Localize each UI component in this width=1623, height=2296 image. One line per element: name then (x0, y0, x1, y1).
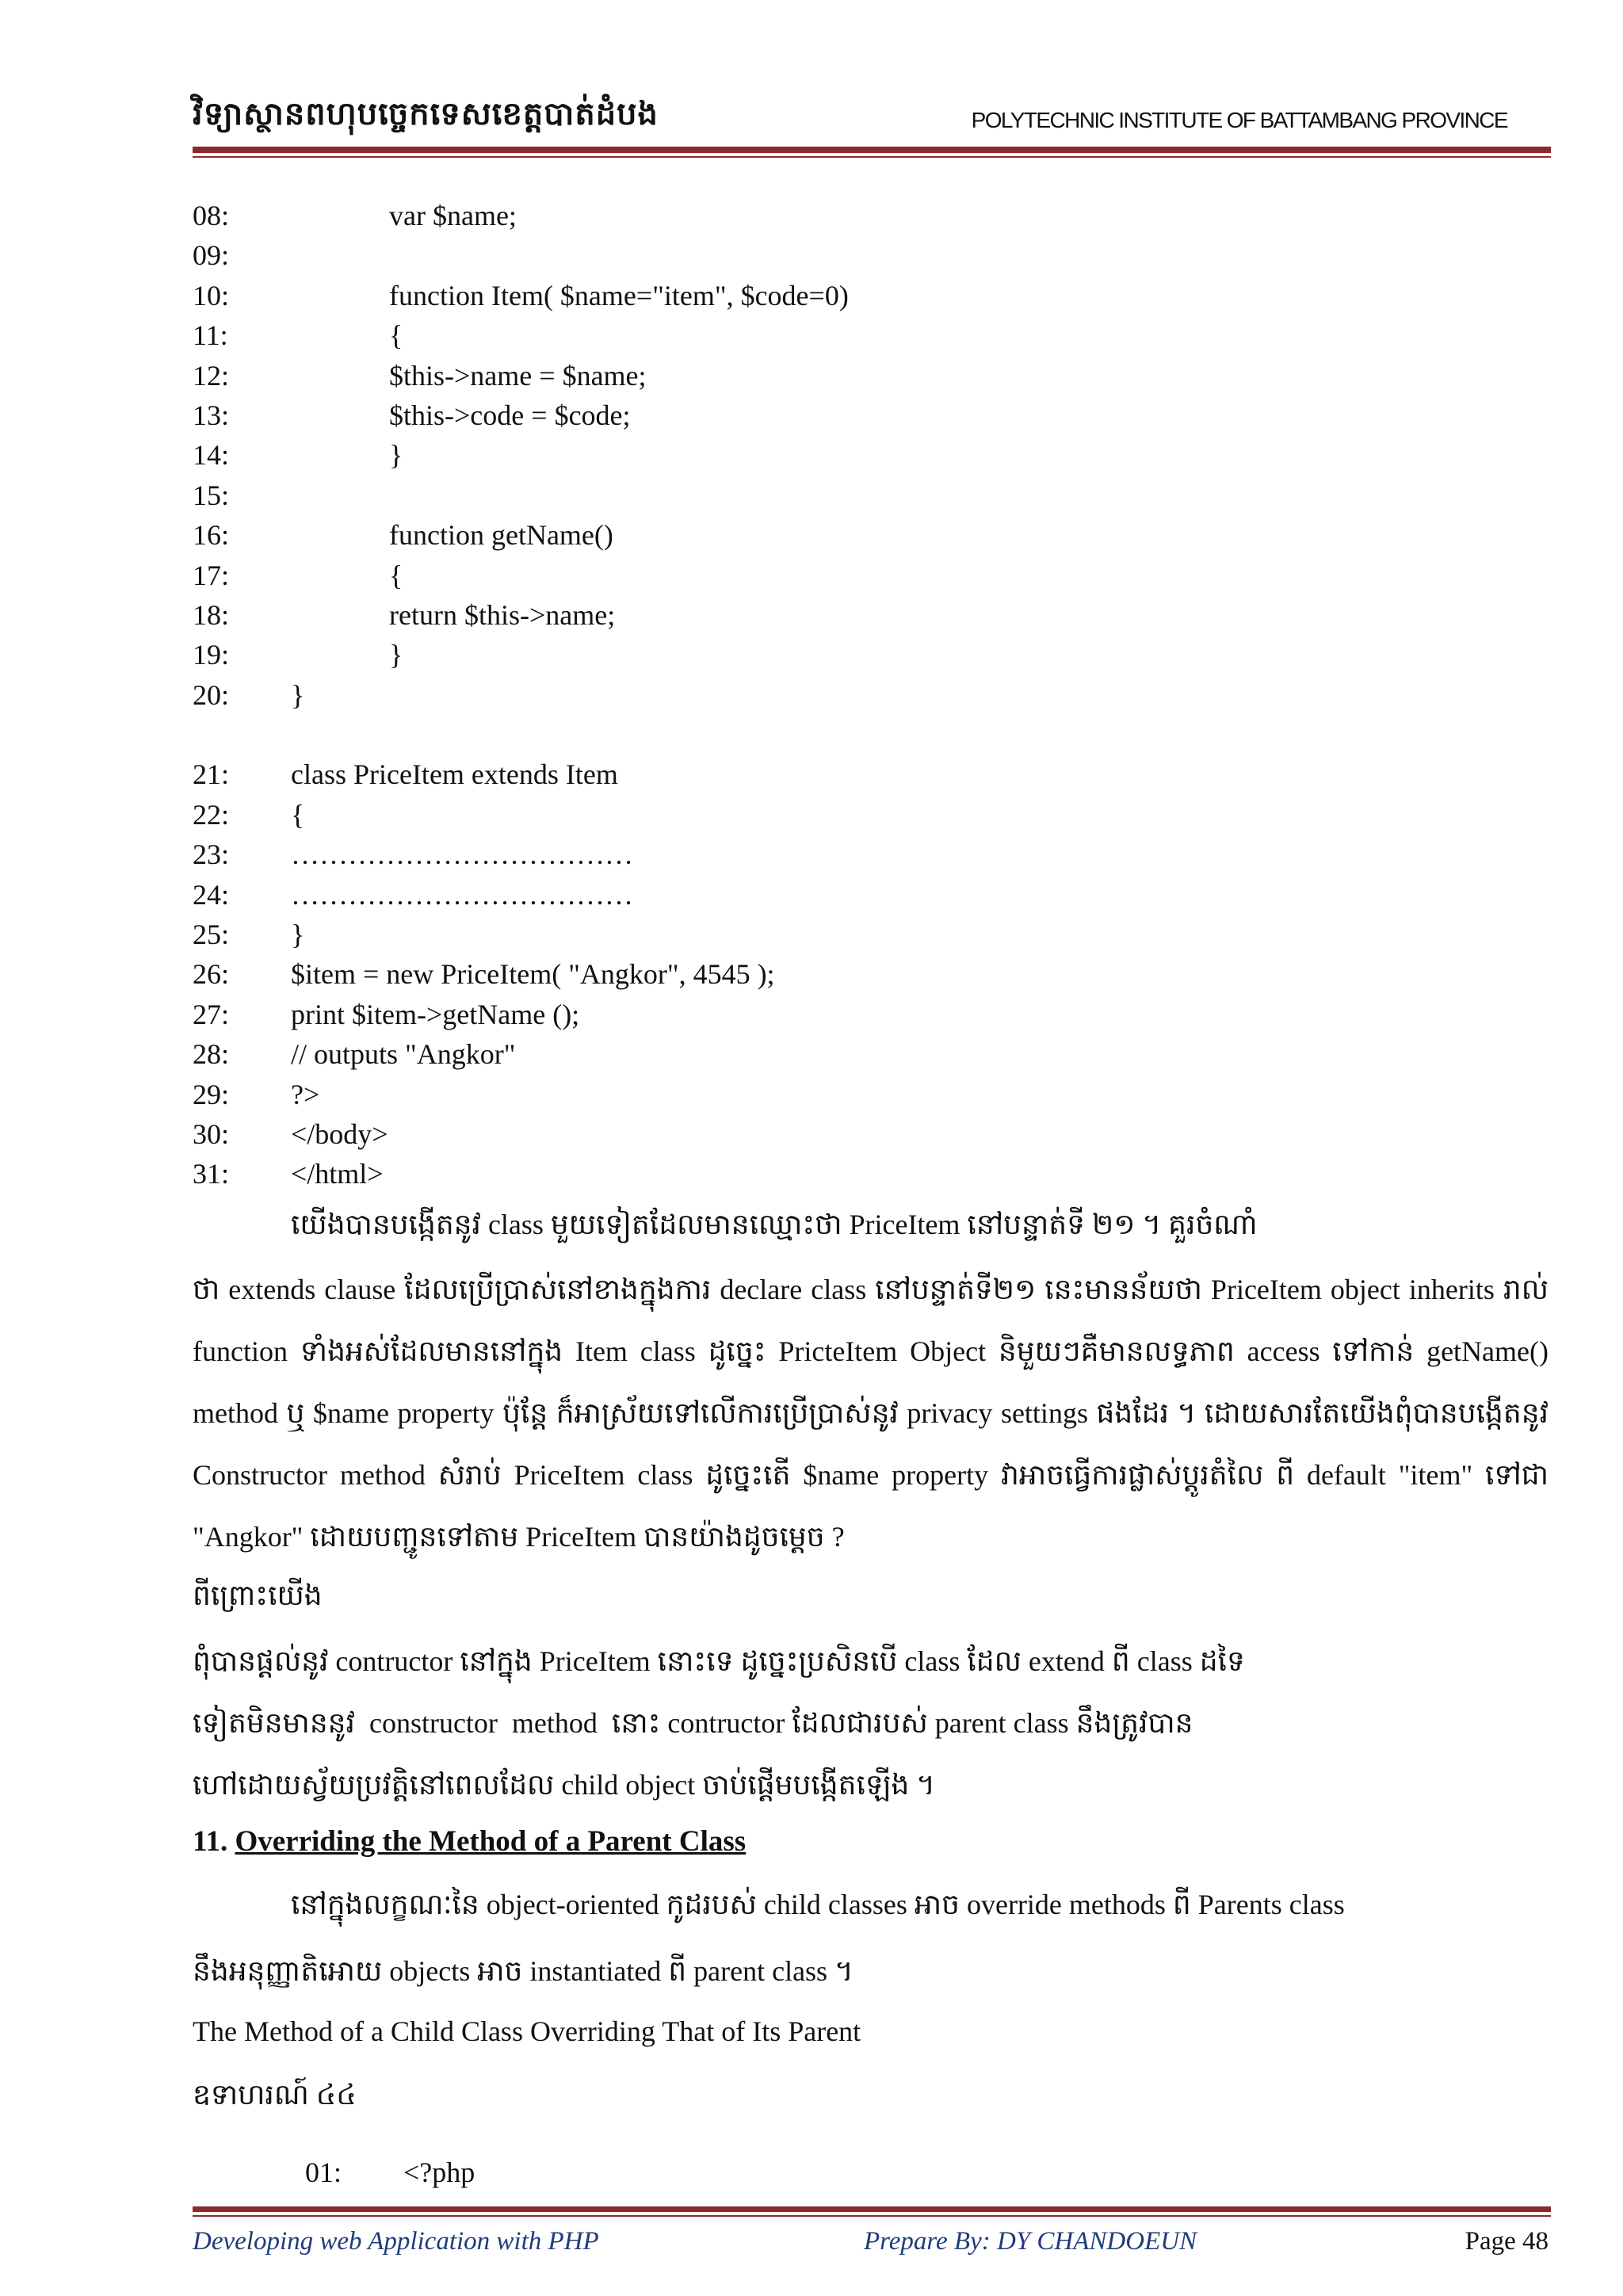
footer-author: Prepare By: DY CHANDOEUN (864, 2227, 1197, 2256)
code-line (193, 556, 849, 595)
line-number: 25: (193, 919, 230, 951)
paragraph-override: នៅក្នុងលក្ខណៈនៃ object-oriented កូដរបស់ child classes អាច override methods ពី Parents class (291, 1889, 1345, 1920)
code-line (193, 595, 849, 635)
code-text: { (291, 798, 305, 831)
line-number: 16: (193, 519, 230, 552)
line-number: 15: (193, 479, 230, 511)
code-text: print $item->getName (); (291, 998, 580, 1030)
code-line (193, 635, 849, 674)
code-line-php-open (291, 2122, 475, 2189)
code-listing (193, 196, 849, 1194)
code-text: </body> (291, 1117, 388, 1150)
code-line (193, 875, 849, 915)
section-number: 11. (193, 1825, 228, 1858)
code-text: ……………………………… (291, 839, 633, 871)
code-line (193, 476, 849, 515)
line-number: 12: (193, 359, 230, 392)
code-text: { (389, 319, 403, 352)
paragraph-line: នឹងអនុញ្ញាតិអោយ objects អាច instantiated ពី parent class ។ (193, 1955, 854, 1987)
paragraph-inherits: ថា extends clause ដែលប្រើប្រាស់នៅខាងក្នុងការ declare class នៅបន្ទាត់ទី២១ នេះមានន័យថា PriceItem object inherits រាល់ function ទាំងអស់ដែលមាននៅក្នុង Item class ដូច្នេះ PricteItem Object និមួយៗគឺមានលទ្ធភាព access ទៅកាន់ getName() method ឬ $name property ប៉ុន្តែ ក៏អាស្រ័យទៅលើការប្រើប្រាស់នូវ privacy settings ផងដែរ ។ ដោយសារតែយើងពុំបានបង្កើតនូវ Constructor method សំរាប់ PriceItem class ដូច្នេះតើ $name property វាអាចធ្វើការផ្លាស់ប្តូរតំលៃ ពី default "item" ទៅជា "Angkor" ដោយបញ្ជូនទៅតាម PriceItem បានយ៉ាងដូចម្តេច ? (193, 1274, 1549, 1553)
line-number: 28: (193, 1038, 230, 1071)
line-number: 30: (193, 1117, 230, 1150)
line-number: 17: (193, 559, 230, 591)
code-line (193, 235, 849, 275)
footer-course-title: Developing web Application with PHP (193, 2227, 599, 2256)
line-number: 18: (193, 598, 230, 631)
institute-khmer-title: វិទ្យាស្ថានពហុបច្ចេកទេសខេត្តបាត់ដំបង (193, 96, 659, 132)
subtitle-line: The Method of a Child Class Overriding That of Its Parent (193, 2015, 861, 2047)
code-line (193, 995, 849, 1034)
code-line (193, 755, 849, 794)
code-line (193, 395, 849, 435)
line-number: 08: (193, 200, 230, 231)
footer-rule-thin (193, 2215, 1551, 2217)
code-text: } (389, 439, 403, 472)
line-number: 31: (193, 1158, 230, 1190)
code-text: $this->code = $code; (389, 399, 631, 431)
code-line (193, 1114, 849, 1154)
line-number: 29: (193, 1078, 230, 1110)
code-line (193, 276, 849, 315)
paragraph-line: យើងបានបង្កើតនូវ class មួយទៀតដែលមានឈ្មោះថា PriceItem នៅបន្ទាត់ទី ២១ ។ គួរចំណាំ (291, 1209, 1258, 1240)
line-number: 21: (193, 758, 230, 791)
line-number: 23: (193, 839, 230, 871)
code-text: } (389, 639, 403, 671)
line-number: 20: (193, 678, 230, 711)
code-text: ……………………………… (291, 878, 633, 911)
code-line (193, 435, 849, 475)
example-label: ឧទាហរណ៍ ៤៤ (193, 2079, 357, 2111)
section-heading (193, 1824, 746, 1859)
code-text: { (389, 559, 403, 591)
code-text: $this->name = $name; (389, 359, 647, 392)
code-text: class PriceItem extends Item (291, 758, 618, 791)
line-number: 10: (193, 279, 230, 311)
line-number: 11: (193, 319, 228, 352)
code-text (291, 235, 389, 275)
code-text (291, 476, 389, 515)
code-text: $item = new PriceItem( "Angkor", 4545 ); (291, 958, 775, 991)
code-block-1 (193, 196, 849, 715)
line-number: 13: (193, 399, 230, 431)
code-text: var $name; (389, 200, 517, 231)
code-line (193, 1034, 849, 1074)
code-text: function getName() (389, 519, 613, 552)
code-text: function Item( $name="item", $code=0) (389, 279, 849, 311)
code-line (193, 954, 849, 994)
section-title: Overriding the Method of a Parent Class (235, 1825, 747, 1858)
line-number: 22: (193, 798, 230, 831)
paragraph-line: ហៅដោយស្វ័យប្រវត្តិនៅពេលដែល child object ចាប់ផ្តើមបង្កើតឡើង ។ (193, 1769, 936, 1801)
code-text: ?> (291, 1078, 320, 1110)
line-number: 09: (193, 239, 230, 272)
code-line (193, 795, 849, 835)
page-number: Page 48 (1465, 2227, 1549, 2256)
code-line (193, 515, 849, 555)
footer-rule (193, 2206, 1551, 2212)
code-text: // outputs "Angkor" (291, 1038, 516, 1071)
header-rule-thin (193, 156, 1551, 158)
line-number: 27: (193, 998, 230, 1030)
paragraph-line: ពុំបានផ្តល់នូវ contructor នៅក្នុង PriceItem នោះទេ ដូច្នេះប្រសិនបើ class ដែល extend ពី class ដទៃ (193, 1645, 1245, 1677)
code-line (193, 675, 849, 715)
code-text: <?php (403, 2157, 475, 2188)
code-line (193, 835, 849, 874)
code-line (193, 196, 849, 235)
header-rule (193, 147, 1551, 153)
code-text: } (291, 678, 305, 711)
line-number: 26: (193, 958, 230, 991)
code-text: } (291, 919, 305, 951)
line-number: 01: (305, 2157, 342, 2188)
line-number: 19: (193, 639, 230, 671)
code-line (193, 356, 849, 395)
code-line (193, 915, 849, 954)
code-gap (193, 715, 849, 755)
paragraph-line: ទៀតមិនមាននូវ constructor method នោះ contructor ដែលជារបស់ parent class នឹងត្រូវបាន (193, 1707, 1193, 1739)
code-text: return $this->name; (389, 598, 616, 631)
code-line (193, 1075, 849, 1114)
code-line (193, 315, 849, 355)
line-number: 14: (193, 439, 230, 472)
paragraph-line: ពីព្រោះយើង (193, 1580, 323, 1611)
line-number: 24: (193, 878, 230, 911)
institute-english-title: POLYTECHNIC INSTITUTE OF BATTAMBANG PROVINCE (971, 108, 1507, 132)
code-block-2 (193, 755, 849, 1194)
code-line (193, 1154, 849, 1194)
code-text: </html> (291, 1158, 384, 1190)
